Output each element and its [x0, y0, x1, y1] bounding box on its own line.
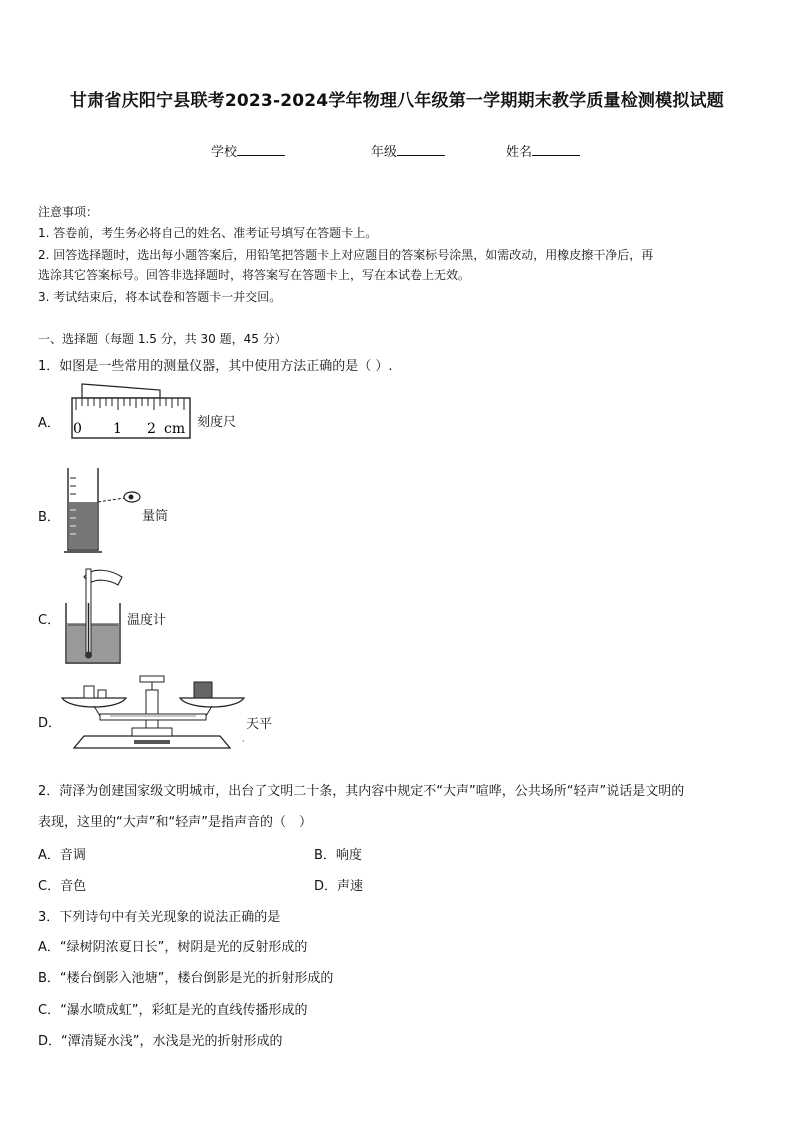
ruler-tick-label: 0: [73, 421, 82, 437]
q1-option-c-label: C．: [38, 613, 61, 628]
q3-option-b: B．“楼台倒影入池塘”，楼台倒影是光的折射形成的: [38, 971, 334, 986]
name-label: 姓名: [506, 145, 533, 160]
school-field: [211, 141, 285, 160]
question-3-stem: 3．下列诗句中有关光现象的说法正确的是: [38, 910, 281, 925]
q1-option-b-caption: 量筒: [142, 509, 169, 524]
school-blank[interactable]: [237, 143, 285, 156]
ruler-tick-label: cm: [164, 421, 186, 437]
q1-option-a-label: A．: [38, 416, 60, 431]
q1-option-b-label: B．: [38, 510, 60, 525]
section-heading: 一、选择题（每题 1.5 分，共 30 题，45 分）: [38, 332, 287, 346]
note-item: 3. 考试结束后，将本试卷和答题卡一并交回。: [38, 290, 282, 304]
q2-option-b: B．响度: [314, 848, 362, 863]
question-1-stem: 1．如图是一些常用的测量仪器，其中使用方法正确的是（ ）.: [38, 359, 393, 374]
question-2-stem-cont: 表现，这里的“大声”和“轻声”是指声音的（ ）: [38, 815, 312, 830]
q2-option-a: A．音调: [38, 848, 86, 863]
q1-option-c-caption: 温度计: [127, 613, 167, 628]
note-item: 选涂其它答案标号。回答非选择题时，将答案写在答题卡上，写在本试卷上无效。: [38, 268, 471, 282]
question-2-stem: 2．菏泽为创建国家级文明城市，出台了文明二十条，其内容中规定不“大声”喧哗，公共场所“轻声”说话是文明的: [38, 784, 685, 799]
ruler-illustration: [66, 382, 196, 442]
q2-option-d: D．声速: [314, 879, 364, 894]
grade-field: [371, 141, 445, 160]
note-item: 2. 回答选择题时，选出每小题答案后，用铅笔把答题卡上对应题目的答案标号涂黑，如需改动，用橡皮擦干净后，再: [38, 248, 654, 262]
q1-option-d-label: D．: [38, 716, 62, 731]
q2-option-c: C．音色: [38, 879, 87, 894]
grade-label: 年级: [371, 145, 398, 160]
svg-text:·: ·: [242, 737, 245, 746]
name-blank[interactable]: [532, 143, 580, 156]
ruler-tick-label: 1: [113, 421, 122, 437]
measuring-cylinder-illustration: [62, 466, 144, 554]
balance-illustration: [60, 670, 246, 756]
page-title: 甘肃省庆阳宁县联考2023-2024学年物理八年级第一学期期末教学质量检测模拟试题: [70, 91, 724, 111]
school-label: 学校: [211, 145, 238, 160]
q3-option-d: D．“潭清疑水浅”，水浅是光的折射形成的: [38, 1034, 283, 1049]
notes-heading: 注意事项：: [38, 205, 99, 219]
grade-blank[interactable]: [397, 143, 445, 156]
q3-option-a: A．“绿树阴浓夏日长”，树阴是光的反射形成的: [38, 940, 308, 955]
note-item: 1. 答卷前，考生务必将自己的姓名、准考证号填写在答题卡上。: [38, 226, 378, 240]
q3-option-c: C．“瀑水喷成虹”，彩虹是光的直线传播形成的: [38, 1003, 308, 1018]
q1-option-a-caption: 刻度尺: [197, 415, 237, 430]
name-field: [506, 141, 580, 160]
thermometer-illustration: [62, 563, 130, 667]
ruler-tick-label: 2: [147, 421, 156, 437]
q1-option-d-caption: 天平: [246, 717, 273, 732]
